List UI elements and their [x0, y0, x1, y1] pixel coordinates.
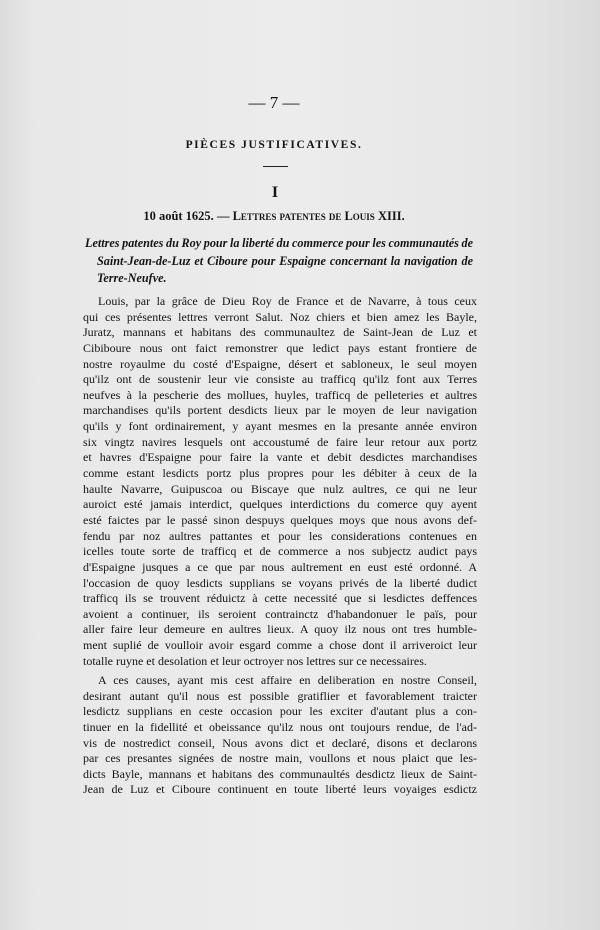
text-line: comme estant lesdicts portz plus propres pour les débiter à ceux de la	[83, 466, 477, 481]
text-line: Juratz, mannans et habitans des communaultez de Saint-Jean de Luz et	[83, 325, 477, 340]
text-line: totalle ruyne et desolation et leur octroyer nos lettres sur ce necessaires.	[83, 653, 427, 668]
text-line: qui ces présentes lettres verront Salut. Noz chiers et bien amez les Bayle,	[83, 309, 477, 324]
text-line: trafficq ils se trouvent réduictz à cette necessité que si lesdictes deffences	[83, 591, 477, 606]
text-line: avoient a continuer, ils seroient contrainctz d'habandonuer le païs, pour	[83, 606, 477, 621]
text-line: vis de nostredict conseil, Nous avons dict et declaré, disons et declarons	[83, 735, 477, 750]
document-number: I	[271, 184, 279, 201]
text-line: neufves à la pescherie des mollues, huyles, trafficq de pelleteries et aultres	[83, 387, 477, 402]
text-line: aller faire leur demeure en aultres lieux. A quoy ilz nous ont tres humble-	[83, 622, 477, 637]
document-title: Lettres patentes de Louis XIII.	[232, 209, 405, 223]
text-line: fendu par noz aultres pattantes et pour les considerations contenues en	[83, 528, 477, 543]
section-title: PIÈCES JUSTIFICATIVES.	[185, 139, 363, 151]
text-line: l'occasion de quoy lesdicts supplians se voyans privés de la liberté dudict	[83, 575, 477, 590]
text-line: marchandises qu'ils portent desdicts lieux par le moyen de leur navigation	[83, 403, 477, 418]
text-line: Jean de Luz et Ciboure continuent en toute liberté leurs voyaiges esdictz	[83, 782, 477, 797]
summary-line: Saint-Jean-de-Luz et Ciboure pour Espaigne concernant la navigation de	[97, 253, 473, 268]
text-line: tinuer en la fidellité et obeissance qu'ilz nous ont toujours rendue, de l'ad-	[83, 719, 477, 734]
body-paragraph-1	[83, 294, 477, 669]
text-line: A ces causes, ayant mis cest affaire en deliberation en nostre Conseil,	[98, 673, 477, 687]
document-date: 10 août 1625.	[143, 209, 214, 223]
text-line: ment suplié de voulloir avoir esgard comme a chose dont il arriveroict leur	[83, 638, 477, 653]
text-line: Cibiboure nous ont faict remonstrer que ledict pays estant frontiere de	[83, 340, 477, 355]
text-line: qu'ils y font ordinairement, y ayant mesmes en la presante année environ	[83, 419, 477, 434]
text-line: desirant autant qu'il nous est possible gratiflier et favorablement traicter	[83, 688, 477, 703]
text-line: par ces presantes signées de nostre main, voullons et nous plaict que les-	[83, 751, 477, 766]
text-line: dicts Bayle, mannans et habitans des communaultés desdictz lieux de Saint-	[83, 766, 477, 781]
heading-dash: —	[213, 209, 233, 223]
text-line: qu'ilz ont de soustenir leur vie consiste au trafficq qu'ilz font aux Terres	[83, 372, 477, 387]
text-line: Louis, par la grâce de Dieu Roy de France et de Navarre, à tous ceux	[98, 294, 477, 308]
body-paragraph-2	[83, 673, 477, 798]
page-number: — 7 —	[248, 93, 300, 112]
text-line: haulte Navarre, Guipuscoa ou Biscaye que nulz aultres, ce qui ne leur	[83, 481, 477, 496]
text-line: six vingtz navires lesquels ont accoustumé de faire leur retour aux portz	[83, 434, 477, 449]
summary-line: Lettres patentes du Roy pour la liberté du commerce pour les communautés de	[85, 236, 473, 250]
text-line: esté faictes par le passé sinon despuys quelques moys que nous avons def-	[83, 512, 477, 527]
summary-line: Terre-Neufve.	[97, 271, 167, 285]
text-line: auroict esté jamais interdict, quelques interdictions du comerce quy ayent	[83, 497, 477, 512]
divider-rule	[263, 166, 288, 167]
document-summary	[85, 235, 473, 288]
text-line: lesdictz supplians en ceste occasion pour les exciter d'autant plus a con-	[83, 704, 477, 719]
text-line: d'Espaigne jusques a ce que par nous aultrement en eust esté ordonné. A	[83, 559, 477, 574]
document-heading	[0, 209, 548, 224]
text-line: icelles toute sorte de trafficq et de commerce a nos subjectz audict pays	[83, 544, 477, 559]
text-line: et havres d'Espaigne pour faire la vante et debit desdictes marchandises	[83, 450, 477, 465]
text-line: nostre royaulme du costé d'Espaigne, désert et sabloneux, le seul moyen	[83, 356, 477, 371]
